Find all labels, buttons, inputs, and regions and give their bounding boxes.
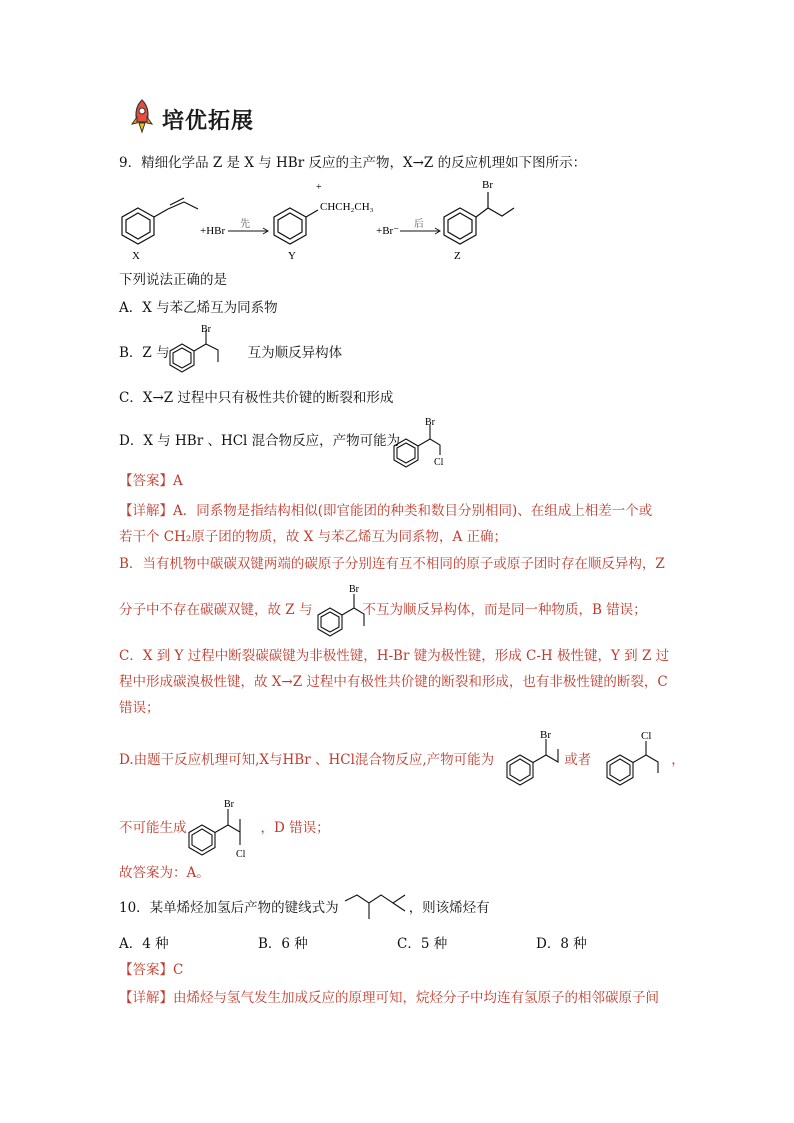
- exp-4-pre: 分子中不存在碳碳双键，故 Z 与: [119, 602, 313, 618]
- rocket-icon: [128, 98, 156, 134]
- q9-exp-8: [119, 750, 685, 770]
- q9-prompt: 下列说法正确的是: [119, 272, 227, 288]
- reaction-scheme: [118, 176, 588, 266]
- option-b-structure: [168, 322, 248, 374]
- q9-conclusion: 故答案为：A。: [119, 865, 210, 881]
- molecule-y: [274, 208, 318, 244]
- q10-stem: [119, 898, 490, 918]
- exp-4-br: Br: [349, 584, 359, 595]
- exp-9-cl: Cl: [236, 849, 246, 860]
- label-z: Z: [454, 250, 461, 262]
- q9-exp-1: 【详解】A．同系物是指结构相似(即官能团的种类和数目分别相同)、在组成上相差一个或: [119, 503, 653, 519]
- option-d-cl: Cl: [434, 457, 444, 468]
- exp-9-br: Br: [224, 799, 234, 810]
- reagent-hbr: +HBr: [200, 225, 226, 237]
- exp-9-post: ，D 错误；: [260, 820, 330, 836]
- q9-exp-6: 程中形成碳溴极性键，故 X→Z 过程中有极性共价键的断裂和形成，也有非极性键的断裂，C: [119, 674, 668, 690]
- q10-stem-post: ，则该烯烃有: [408, 900, 490, 916]
- exp-8-mid: 或者: [564, 752, 592, 768]
- q10-answer: 【答案】C: [119, 962, 184, 978]
- option-b-br: Br: [201, 324, 211, 335]
- reagent-br: +Br⁻: [376, 225, 400, 237]
- q10-stem-pre: 10．某单烯烃加氢后产物的键线式为: [119, 900, 339, 916]
- q10-exp-1: 【详解】由烯烃与氢气发生加成反应的原理可知，烷烃分子中均连有氢原子的相邻碳原子间: [119, 990, 659, 1006]
- exp-4-post: 不互为顺反异构体，而是同一种物质，B 错误；: [362, 602, 647, 618]
- molecule-x: [122, 198, 198, 244]
- q9-exp-5: C．X 到 Y 过程中断裂碳碳键为非极性键，H-Br 键为极性键，形成 C-H 极性键，Y 到 Z 过: [119, 648, 670, 664]
- option-b-pre: B．Z 与: [119, 345, 170, 361]
- q9-exp-7: 错误；: [119, 700, 160, 716]
- logo: [128, 98, 278, 136]
- q9-exp-2: 若干个 CH₂原子团的物质，故 X 与苯乙烯互为同系物，A 正确；: [119, 529, 508, 545]
- q9-option-c: C．X→Z 过程中只有极性共价键的断裂和形成: [119, 390, 394, 406]
- q10-option-c: C．5 种: [397, 936, 448, 952]
- label-x: X: [132, 250, 140, 262]
- q10-options: [119, 934, 679, 954]
- q9-option-a: A．X 与苯乙烯互为同系物: [119, 300, 278, 316]
- exp-8-structure-cl: [604, 727, 672, 787]
- logo-text: 培优拓展: [162, 109, 255, 134]
- q9-option-d: D．X 与 HBr 、HCl 混合物反应，产物可能为: [119, 433, 401, 449]
- label-br: Br: [482, 179, 493, 191]
- option-d-br: Br: [425, 417, 435, 428]
- exp-4-structure: [316, 582, 376, 638]
- arrow-1-label: 先: [240, 219, 250, 230]
- cation-group: CHCH₂CH₃: [320, 201, 374, 213]
- q9-stem: 9．精细化学品 Z 是 X 与 HBr 反应的主产物，X→Z 的反应机理如下图所示：: [119, 155, 587, 171]
- exp-9-structure: [186, 795, 258, 861]
- q9-answer: 【答案】A: [119, 473, 183, 489]
- q10-option-a: A．4 种: [119, 936, 169, 952]
- exp-8-br: Br: [540, 729, 551, 741]
- q9-exp-4: [119, 600, 647, 620]
- option-d-structure: [392, 413, 462, 473]
- molecule-z: [444, 192, 514, 244]
- label-y: Y: [288, 250, 296, 262]
- exp-8-structure-br: [504, 727, 572, 787]
- q9-exp-3: B．当有机物中碳碳双键两端的碳原子分别连有互不相同的原子或原子团时存在顺反异构，Z: [119, 556, 665, 572]
- exp-8-end: ，: [671, 752, 685, 768]
- q10-option-b: B．6 种: [258, 936, 308, 952]
- exp-8-cl: Cl: [641, 730, 652, 742]
- cation-charge: +: [316, 182, 322, 193]
- exp-8-pre: D.由题干反应机理可知,X与HBr 、HCl混合物反应,产物可能为: [119, 752, 495, 768]
- option-b-post: 互为顺反异构体: [247, 345, 343, 361]
- exp-9-pre: 不可能生成: [119, 820, 187, 836]
- q10-skeletal-structure: [343, 887, 417, 923]
- arrow-2-label: 后: [414, 219, 424, 230]
- q10-option-d: D．8 种: [536, 936, 587, 952]
